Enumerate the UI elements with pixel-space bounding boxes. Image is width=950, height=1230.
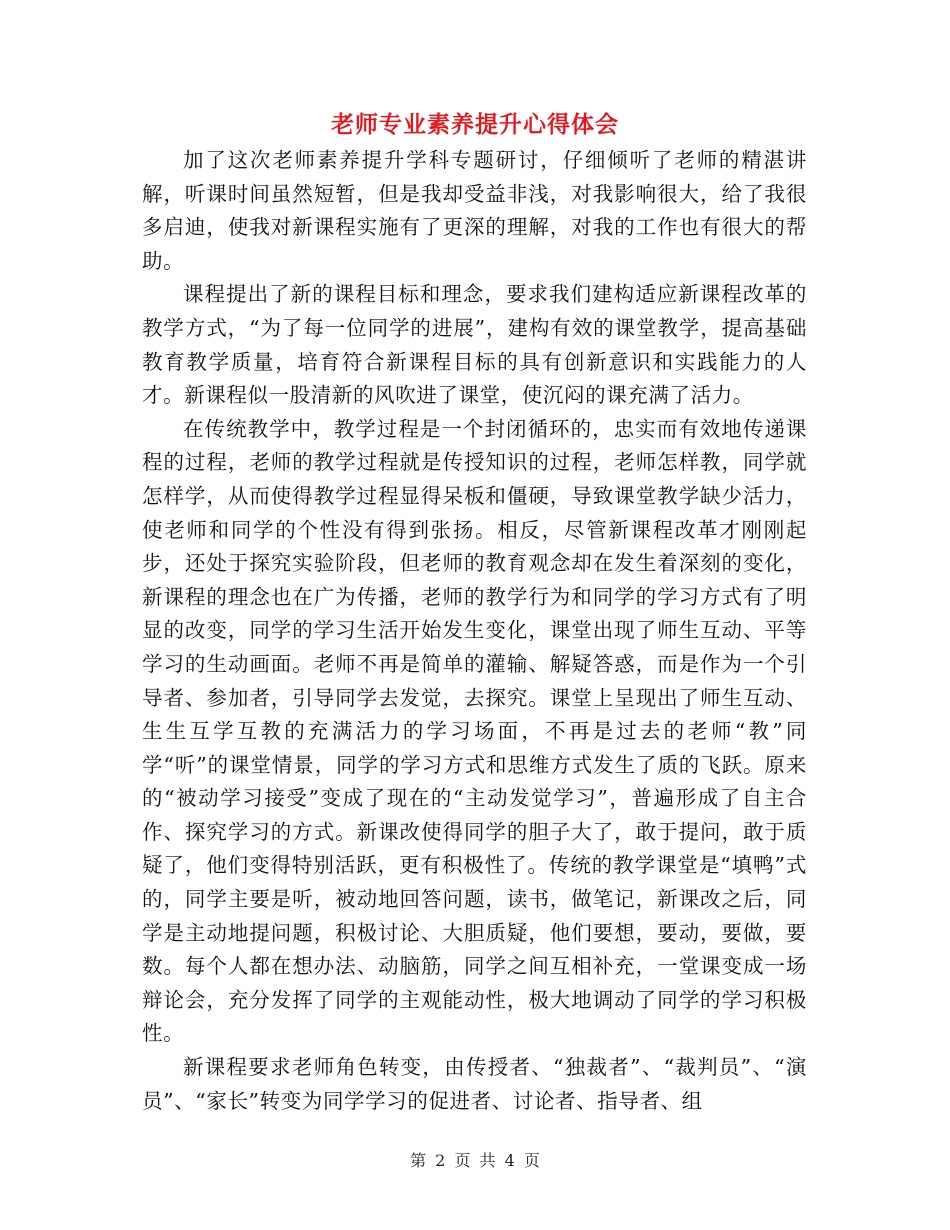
paragraph-3: 在传统教学中，教学过程是一个封闭循环的，忠实而有效地传递课程的过程，老师的教学过程就是传授知识的过程，老师怎样教，同学就怎样学，从而使得教学过程显得呆板和僵硬，导致课堂教学缺少活力，使老师和同学的个性没有得到张扬。相反，尽管新课程改革才刚刚起步，还处于探究实验阶段，但老师的教育观念却在发生着深刻的变化，新课程的理念也在广为传播，老师的教学行为和同学的学习方式有了明显的改变，同学的学习生活开始发生变化，课堂出现了师生互动、平等学习的生动画面。老师不再是简单的灌输、解疑答惑，而是作为一个引导者、参加者，引导同学去发觉，去探究。课堂上呈现出了师生互动、生生互学互教的充满活力的学习场面，不再是过去的老师“教”同学“听”的课堂情景，同学的学习方式和思维方式发生了质的飞跃。原来的“被动学习接受”变成了现在的“主动发觉学习”，普遍形成了自主合作、探究学习的方式。新课改使得同学的胆子大了，敢于提问，敢于质疑了，他们变得特别活跃，更有积极性了。传统的教学课堂是“填鸭”式的，同学主要是听，被动地回答问题，读书，做笔记，新课改之后，同学是主动地提问题，积极讨论、大胆质疑，他们要想，要动，要做，要数。每个人都在想办法、动脑筋，同学之间互相补充，一堂课变成一场辩论会，充分发挥了同学的主观能动性，极大地调动了同学的学习积极性。 <box>142 416 807 1046</box>
document-title: 老师专业素养提升心得体会 <box>331 112 619 138</box>
paragraph-4: 新课程要求老师角色转变，由传授者、“独裁者”、“裁判员”、“演员”、“家长”转变为同学学习的促进者、讨论者、指导者、组 <box>142 1055 807 1113</box>
page-number-footer: 第 2 页 共 4 页 <box>410 1151 540 1170</box>
paragraph-1: 加了这次老师素养提升学科专题研讨，仔细倾听了老师的精湛讲解，听课时间虽然短暂，但是我却受益非浅，对我影响很大，给了我很多启迪，使我对新课程实施有了更深的理解，对我的工作也有很大的帮助。 <box>142 148 807 273</box>
document-body <box>142 144 807 1118</box>
paragraph-2: 课程提出了新的课程目标和理念，要求我们建构适应新课程改革的教学方式，“为了每一位同学的进展”，建构有效的课堂教学，提高基础教育教学质量，培育符合新课程目标的具有创新意识和实践能力的人才。新课程似一股清新的风吹进了课堂，使沉闷的课充满了活力。 <box>142 282 807 408</box>
